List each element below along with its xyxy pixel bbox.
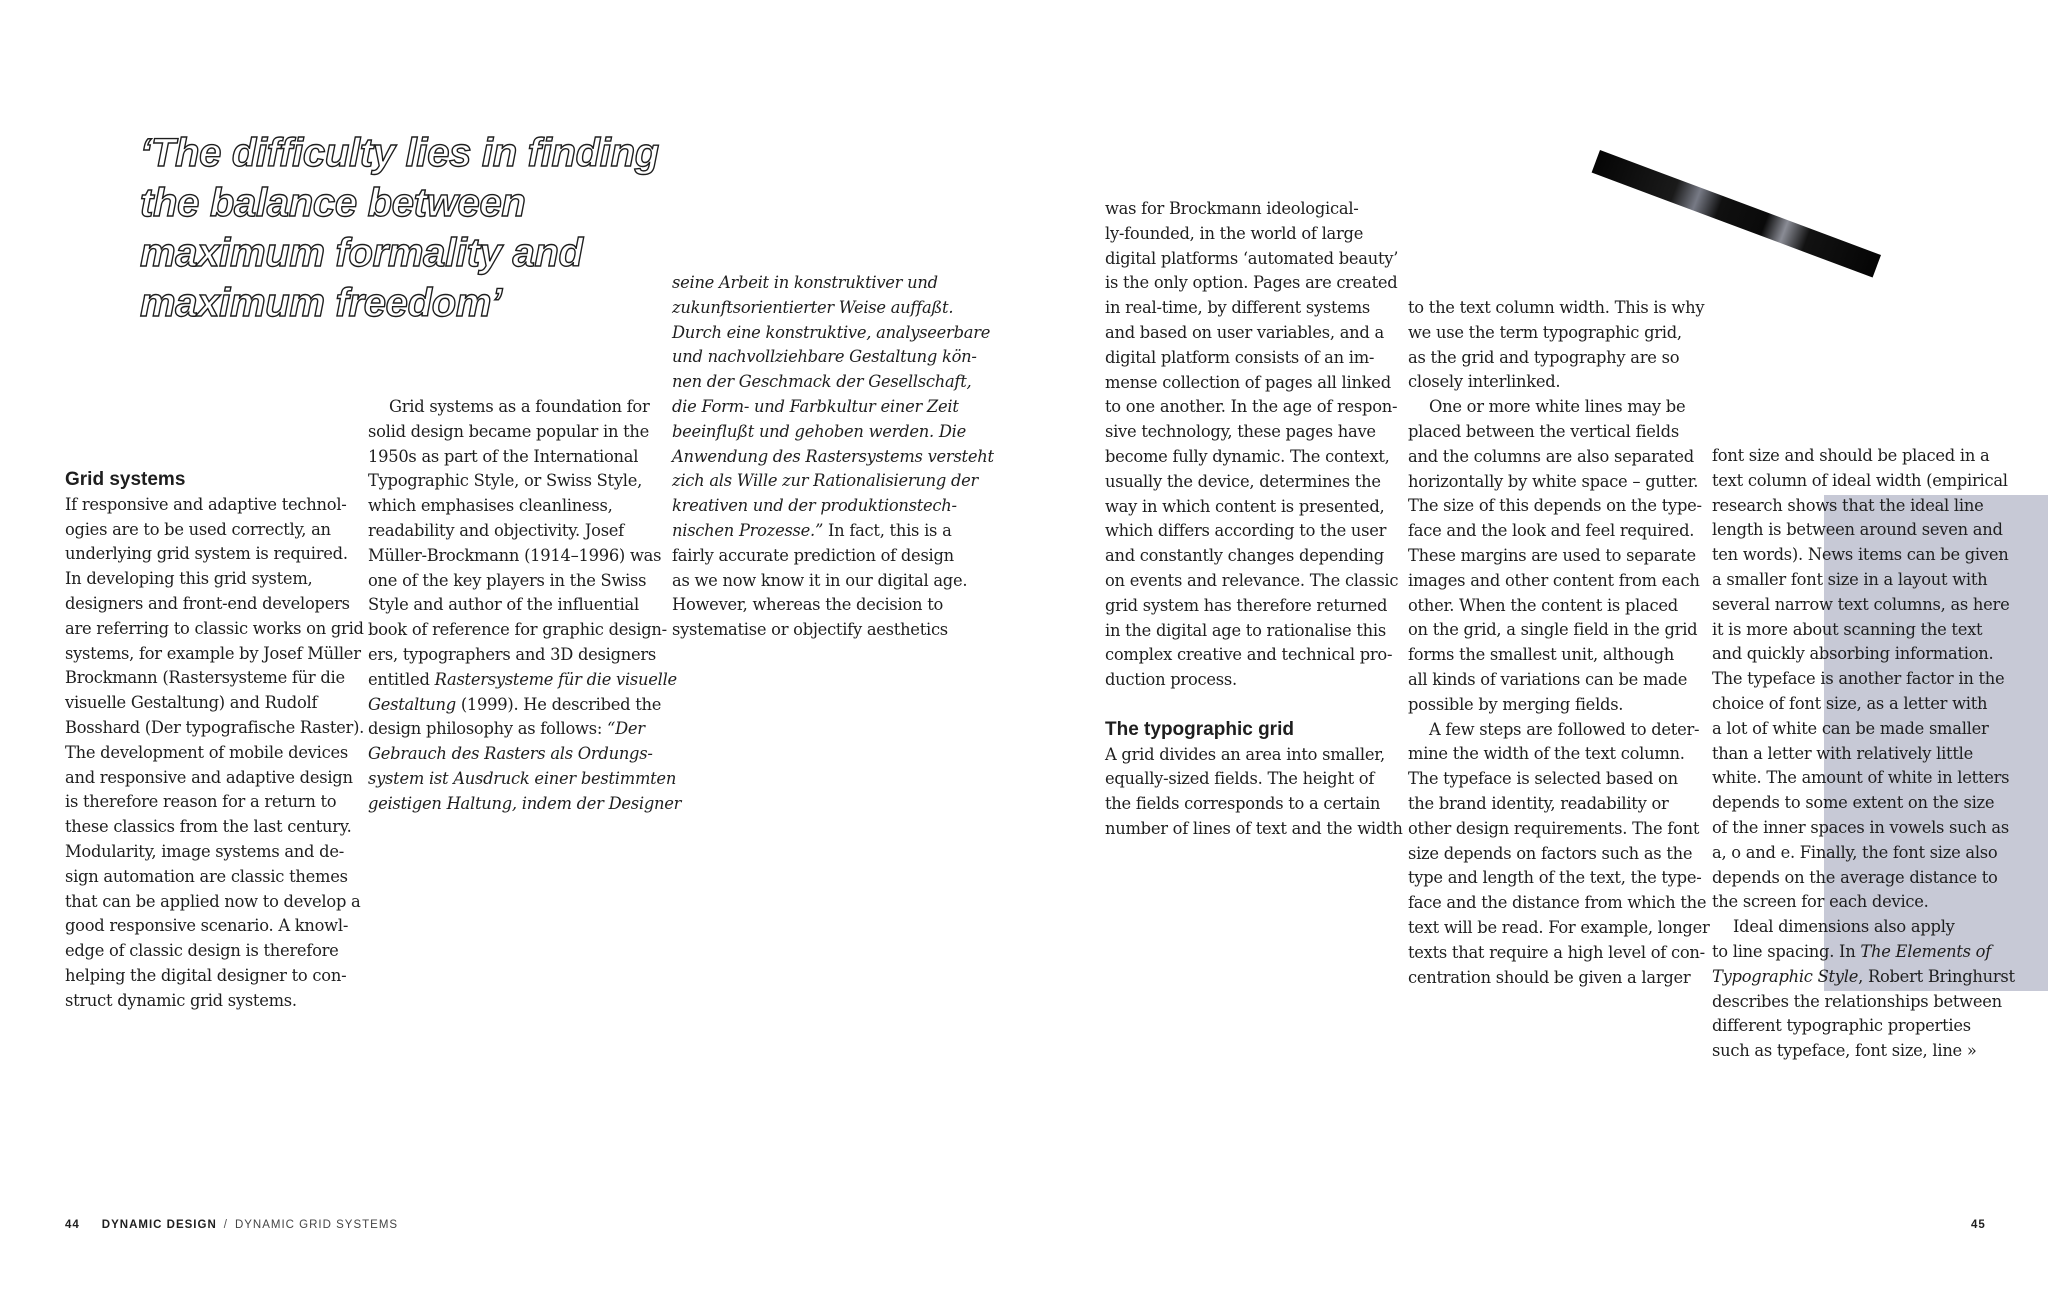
text-line: 1950s as part of the International: [368, 446, 639, 466]
text-line: mine the width of the text column.: [1408, 744, 1685, 764]
text-line: Grid systems as a foundation for: [389, 397, 650, 416]
text-line: If responsive and adaptive technol-: [65, 494, 347, 514]
text-line: [368, 717, 648, 742]
text-line: One or more white lines may be: [1429, 397, 1686, 417]
text-run: design philosophy as follows:: [368, 719, 608, 739]
text-line: edge of classic design is therefore: [65, 941, 339, 961]
text-line: [1712, 965, 2015, 990]
text-line: systems, for example by Josef Müller: [65, 643, 361, 663]
footer-left: [65, 1219, 398, 1231]
text-line: to the text column width. This is why: [1408, 298, 1705, 317]
text-line: A few steps are followed to deter-: [1429, 719, 1700, 739]
text-line: we use the term typographic grid,: [1408, 322, 1682, 342]
text-line: fairly accurate prediction of design: [672, 545, 954, 565]
text-line: white. The amount of white in letters: [1712, 768, 2010, 788]
text-line: as the grid and typography are so: [1408, 347, 1680, 367]
text-line: is the only option. Pages are created: [1105, 273, 1398, 293]
text-line: research shows that the ideal line: [1712, 495, 1984, 515]
book-title: Typographic Style: [1712, 966, 1859, 986]
text-line: [672, 519, 952, 544]
section-heading-typographic-grid: The typographic grid: [1105, 718, 1294, 740]
quote-run: nischen Prozesse.”: [672, 520, 824, 540]
text-line: [1712, 940, 1992, 965]
text-run: entitled: [368, 669, 435, 689]
text-line: the fields corresponds to a certain: [1105, 794, 1381, 814]
text-line: systematise or objectify aesthetics: [672, 620, 948, 640]
text-line: horizontally by white space – gutter.: [1408, 471, 1699, 491]
pull-quote-line: ‘The difficulty lies in finding: [140, 131, 659, 175]
text-line: sign automation are classic themes: [65, 866, 348, 886]
text-line: complex creative and technical pro-: [1105, 645, 1393, 665]
text-line: possible by merging fields.: [1408, 694, 1624, 714]
text-line: [368, 693, 662, 718]
footer-section-title: DYNAMIC DESIGN: [101, 1219, 217, 1231]
text-line: different typographic properties: [1712, 1016, 1971, 1036]
text-line: the brand identity, readability or: [1408, 793, 1669, 813]
text-line: zich als Wille zur Rationalisierung der: [672, 471, 979, 491]
text-line: underlying grid system is required.: [65, 544, 348, 564]
text-line: a lot of white can be made smaller: [1712, 718, 1989, 738]
text-line: other. When the content is placed: [1408, 595, 1678, 615]
text-line: on events and relevance. The classic: [1105, 570, 1399, 590]
text-line: nen der Geschmack der Gesellschaft,: [672, 372, 972, 392]
text-line: such as typeface, font size, line »: [1712, 1041, 1977, 1061]
text-line: closely interlinked.: [1408, 372, 1561, 392]
text-line: which emphasises cleanliness,: [368, 496, 613, 516]
text-line: these classics from the last century.: [65, 817, 352, 837]
text-column-3: [672, 271, 994, 643]
text-line: a, o and e. Finally, the font size also: [1712, 842, 1998, 862]
footer-separator: /: [223, 1219, 228, 1231]
text-line: good responsive scenario. A knowl-: [65, 916, 349, 936]
text-line: helping the digital designer to con-: [65, 965, 347, 985]
text-line: are referring to classic works on grid: [65, 618, 364, 638]
text-line: is therefore reason for a return to: [65, 792, 337, 812]
text-line: solid design became popular in the: [368, 421, 650, 441]
pull-quote: [140, 128, 659, 328]
text-line: length is between around seven and: [1712, 520, 2003, 540]
text-line: geistigen Haltung, indem der Designer: [368, 793, 682, 813]
text-line: way in which content is presented,: [1105, 496, 1385, 516]
text-line: However, whereas the decision to: [672, 595, 944, 615]
book-title: Gestaltung: [368, 694, 456, 714]
footer-subsection-title: DYNAMIC GRID SYSTEMS: [234, 1219, 399, 1231]
text-line: face and the distance from which the: [1408, 893, 1707, 913]
text-line: as we now know it in our digital age.: [672, 570, 968, 590]
text-line: Typographic Style, or Swiss Style,: [368, 471, 643, 491]
text-line: type and length of the text, the type-: [1408, 868, 1702, 888]
text-line: the screen for each device.: [1712, 892, 1929, 912]
text-line: These margins are used to separate: [1408, 545, 1696, 565]
text-line: size depends on factors such as the: [1408, 843, 1693, 863]
page-number-right: 45: [1971, 1219, 1986, 1231]
text-line: Modularity, image systems and de-: [65, 841, 344, 861]
text-line: that can be applied now to develop a: [65, 891, 361, 911]
text-line: zukunftsorientierter Weise auffaßt.: [672, 297, 954, 317]
text-line: was for Brockmann ideological-: [1105, 199, 1359, 218]
text-run: (1999). He described the: [455, 694, 662, 714]
text-line: Style and author of the influential: [368, 595, 639, 615]
text-line: and responsive and adaptive design: [65, 767, 353, 787]
text-line: depends on the average distance to: [1712, 867, 1998, 887]
book-title: The Elements of: [1860, 941, 1992, 961]
pull-quote-line: maximum freedom’: [140, 281, 502, 325]
text-line: equally-sized fields. The height of: [1105, 769, 1375, 789]
text-line: Durch eine konstruktive, analyseerbare: [672, 322, 991, 342]
pull-quote-line: the balance between: [140, 181, 526, 225]
text-line: which differs according to the user: [1105, 521, 1387, 541]
text-column-5: [1408, 296, 1710, 990]
text-line: system ist Ausdruck einer bestimmten: [368, 768, 677, 788]
text-column-4: [1105, 197, 1403, 842]
text-line: ten words). News items can be given: [1712, 545, 2009, 565]
text-line: beeinflußt und gehoben werden. Die: [672, 421, 966, 441]
text-line: sive technology, these pages have: [1105, 422, 1376, 442]
text-column-6: [1712, 444, 2015, 1064]
text-line: become fully dynamic. The context,: [1105, 446, 1390, 466]
text-line: Müller-Brockmann (1914–1996) was: [368, 545, 662, 565]
text-line: and constantly changes depending: [1105, 546, 1384, 566]
pull-quote-line: maximum formality and: [140, 231, 583, 275]
text-line: digital platform consists of an im-: [1105, 347, 1375, 367]
text-line: in real-time, by different systems: [1105, 298, 1370, 318]
text-line: seine Arbeit in konstruktiver und: [672, 273, 938, 292]
text-line: other design requirements. The font: [1408, 818, 1700, 838]
text-line: The development of mobile devices: [65, 742, 348, 762]
text-line: Brockmann (Rastersysteme für die: [65, 668, 345, 688]
text-line: ers, typographers and 3D designers: [368, 644, 657, 664]
text-line: ogies are to be used correctly, an: [65, 519, 331, 539]
text-line: digital platforms ‘automated beauty’: [1105, 248, 1399, 268]
text-line: a smaller font size in a layout with: [1712, 569, 1988, 589]
text-line: forms the smallest unit, although: [1408, 645, 1675, 665]
text-line: describes the relationships between: [1712, 991, 2002, 1011]
text-line: kreativen und der produktionstech-: [672, 496, 957, 516]
text-line: designers and front-end developers: [65, 593, 350, 613]
text-line: several narrow text columns, as here: [1712, 594, 2010, 614]
text-line: and based on user variables, and a: [1105, 322, 1384, 342]
text-line: font size and should be placed in a: [1712, 446, 1990, 465]
text-line: The typeface is another factor in the: [1712, 669, 2005, 689]
text-column-2: [368, 395, 682, 817]
text-line: it is more about scanning the text: [1712, 619, 1983, 639]
black-diagonal-stripe: [1592, 150, 1881, 278]
text-line: and quickly absorbing information.: [1712, 644, 1994, 664]
book-title: Rastersysteme für die visuelle: [434, 669, 677, 689]
text-line: usually the device, determines the: [1105, 471, 1381, 491]
text-line: Gebrauch des Rasters als Ordungs-: [368, 744, 653, 764]
text-line: on the grid, a single field in the grid: [1408, 620, 1698, 640]
text-line: grid system has therefore returned: [1105, 595, 1388, 615]
text-line: In developing this grid system,: [65, 569, 313, 589]
text-line: face and the look and feel required.: [1408, 521, 1695, 541]
text-line: The size of this depends on the type-: [1408, 496, 1702, 516]
text-line: text will be read. For example, longer: [1408, 917, 1710, 937]
text-line: choice of font size, as a letter with: [1712, 693, 1988, 713]
quote-run: “Der: [607, 719, 645, 739]
text-line: placed between the vertical fields: [1408, 421, 1679, 441]
text-line: ly-founded, in the world of large: [1105, 223, 1364, 243]
text-line: book of reference for graphic design-: [368, 620, 667, 640]
text-line: Bosshard (Der typografische Raster).: [65, 717, 365, 737]
text-run: , Robert Bringhurst: [1858, 966, 2015, 986]
text-line: duction process.: [1105, 670, 1237, 690]
text-line: centration should be given a larger: [1408, 967, 1691, 987]
text-run: In fact, this is a: [823, 520, 952, 540]
text-line: die Form- und Farbkultur einer Zeit: [672, 396, 959, 416]
text-line: to one another. In the age of respon-: [1105, 397, 1398, 417]
text-run: to line spacing. In: [1712, 941, 1861, 961]
text-line: Anwendung des Rastersystems versteht: [672, 446, 994, 466]
text-line: visuelle Gestaltung) and Rudolf: [65, 693, 318, 713]
text-line: images and other content from each: [1408, 570, 1700, 590]
text-line: number of lines of text and the width: [1105, 818, 1403, 838]
text-line: text column of ideal width (empirical: [1712, 470, 2008, 490]
text-line: Ideal dimensions also apply: [1733, 917, 1955, 937]
text-line: struct dynamic grid systems.: [65, 990, 297, 1010]
text-line: A grid divides an area into smaller,: [1105, 744, 1385, 764]
text-line: in the digital age to rationalise this: [1105, 620, 1386, 640]
text-line: of the inner spaces in vowels such as: [1712, 817, 2009, 837]
text-line: und nachvollziehbare Gestaltung kön-: [672, 347, 977, 367]
text-line: texts that require a high level of con-: [1408, 942, 1705, 962]
text-line: and the columns are also separated: [1408, 446, 1694, 466]
page-number-left: 44: [65, 1219, 80, 1231]
text-line: The typeface is selected based on: [1408, 769, 1678, 789]
text-line: readability and objectivity. Josef: [368, 520, 624, 540]
text-line: one of the key players in the Swiss: [368, 570, 647, 590]
text-line: [368, 668, 677, 693]
section-heading-grid-systems: Grid systems: [65, 469, 186, 490]
text-line: depends to some extent on the size: [1712, 793, 1995, 813]
text-line: all kinds of variations can be made: [1408, 669, 1688, 689]
text-line: mense collection of pages all linked: [1105, 372, 1391, 392]
text-line: than a letter with relatively little: [1712, 743, 1973, 763]
text-column-1: [65, 468, 365, 1014]
